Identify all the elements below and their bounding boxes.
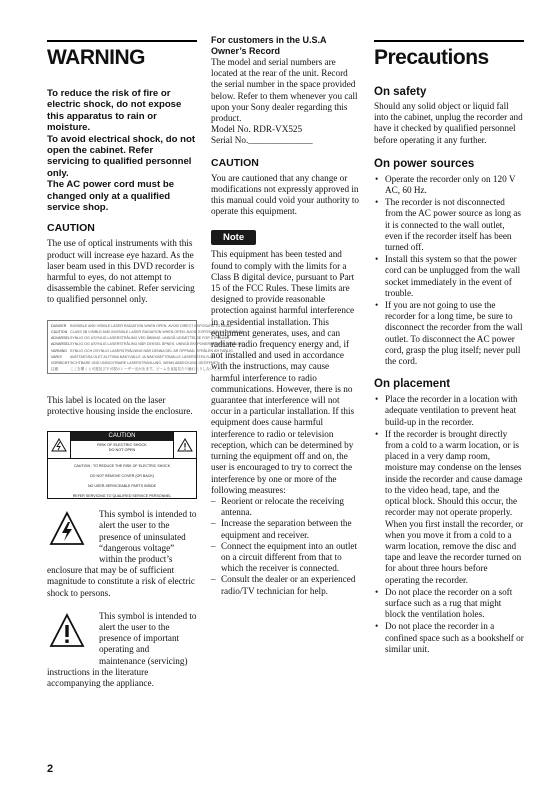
- list-item: – Increase the separation between the equipment and receiver.: [211, 518, 359, 540]
- power-list: [374, 174, 524, 367]
- label-row-word: ADVARSEL: [51, 342, 70, 347]
- warning-column: [47, 40, 245, 689]
- label-row: [51, 348, 234, 354]
- list-item: • If you are not going to use the recorder for a long time, be sure to disconnect the recorder from the wall outlet. To disconnect the AC power cord, grasp the plug itself; never pull the cord.: [374, 300, 524, 367]
- owners-record-text: The model and serial numbers are located at the rear of the unit. Record the serial number in the space provided below. Refer to them whenever you call upon your Sony dealer regarding this product.: [211, 57, 358, 124]
- note-text: This equipment has been tested and found to comply with the limits for a Class B digital device, pursuant to Part 15 of the FCC Rules. These limits are designed to provide reasonable protection against harmful interference in a residential installation. This equipment generates, uses, and can radiate radio frequency energy and, if not installed and used in accordance with the instructions, may cause harmful interference to radio communications. However, there is no guarantee that interference will not occur in a particular installation. If this equipment does cause harmful interference to radio or television reception, which can be determined by turning the equipment off and on, the user is encouraged to try to correct the interference by one or more of the following measures:: [211, 249, 355, 495]
- caution-heading: CAUTION: [47, 222, 95, 235]
- label-row-text: SYNLIG OG USYNLIG LASERSTRÅLING VED ÅBNING. UNDGÅ UDSÆTTELSE FOR STRÅLING.: [70, 336, 230, 341]
- label-row-text: AVATTAESSA OLET ALTTIINA NÄKYVÄLLE JA NÄKYMÄTTÖMÄLLE LASERSÄTEILYLLE.: [70, 354, 216, 359]
- safety-heading: On safety: [374, 86, 427, 98]
- model-number: Model No. RDR-VX525: [211, 124, 303, 135]
- precautions-column: [374, 40, 524, 656]
- label-row: [51, 354, 216, 360]
- caution-box-sub2: DO NOT OPEN: [108, 448, 136, 453]
- exclamation-symbol-text-cont: instructions in the literature accompanying the appliance.: [47, 666, 154, 688]
- list-item: • If the recorder is brought directly from a cold to a warm location, or is placed in a very damp room, moisture may condense on the lenses inside the recorder and cause damage to the video head, tape, and the optical block. Should this occur, the recorder may not operate properly. When you first install the recorder, or when you move it from a cold to a warm location, remove the disc and tape and leave the recorder turned on for about three hours before operating the recorder.: [374, 429, 524, 586]
- precautions-title: Precautions: [374, 46, 489, 69]
- exclamation-symbol-text: This symbol is intended to alert the user to the presence of important operating and maintenance (servicing): [99, 610, 197, 666]
- label-row-word: VARO!: [51, 354, 62, 359]
- note-label: Note: [211, 230, 256, 245]
- label-row-word: ADVARSEL: [51, 336, 70, 341]
- voltage-symbol-text: This symbol is intended to alert the user to the presence of uninsulated “dangerous voltage” within the product’s: [99, 509, 197, 564]
- caution-box-line-2: DO NOT REMOVE COVER (OR BACK): [90, 474, 154, 479]
- label-row-text: INVISIBLE AND VISIBLE LASER RADIATION WHEN OPEN. AVOID DIRECT EXPOSURE TO BEAM: [70, 323, 232, 328]
- label-row-word: 注意: [51, 367, 59, 372]
- list-item: • Install this system so that the power cord can be unplugged from the wall socket immediately in the event of trouble.: [374, 254, 524, 299]
- warning-para-1: To reduce the risk of fire or electric shock, do not expose this apparatus to rain or moisture.: [47, 88, 182, 134]
- exclamation-symbol-icon: [49, 613, 85, 649]
- caution-text: The use of optical instruments with this product will increase eye hazard. As the laser beam used in this DVD recorder is harmful to eyes, do not attempt to disassemble the cabinet. Refer servicing to qualified personnel only.: [47, 238, 195, 305]
- list-item: – Consult the dealer or an experienced radio/TV technician for help.: [211, 574, 359, 596]
- caution-box-line-1: CAUTION : TO REDUCE THE RISK OF ELECTRIC SHOCK: [73, 464, 171, 469]
- precautions-rule: [374, 40, 524, 42]
- caution-2-text: You are cautioned that any change or modifications not expressly approved in this manual could void your authority to operate this equipment.: [211, 172, 360, 217]
- list-item: • Do not place the recorder on a soft surface such as a rug that might block the ventilation holes.: [374, 587, 524, 621]
- label-row-word: VARNING: [51, 348, 68, 353]
- list-item: • Place the recorder in a location with adequate ventilation to prevent heat build-up in the recorder.: [374, 394, 524, 428]
- lightning-symbol-icon: [49, 511, 85, 547]
- safety-text: Should any solid object or liquid fall into the cabinet, unplug the recorder and have it checked by qualified personnel before operating it any further.: [374, 101, 523, 145]
- label-caption: This label is located on the laser protective housing inside the enclosure.: [47, 394, 193, 416]
- label-row: [51, 336, 230, 341]
- label-row-text: SYNLIG OCH OSYNLIG LASERSTRÅLNING NÄR DENNA DEL ÄR ÖPPNAD. STRÅLEN ÄR FARLIG.: [70, 348, 234, 353]
- caution-box-line-4: REFER SERVICING TO QUALIFIED SERVICE PERSONNEL: [72, 494, 172, 499]
- label-row-word: VORSICHT: [51, 360, 70, 365]
- label-row: [51, 342, 244, 347]
- label-row: [51, 329, 245, 335]
- note-badge: [211, 227, 359, 245]
- list-item: • Operate the recorder only on 120 V AC, 60 Hz.: [374, 174, 524, 196]
- list-item: • Do not place the recorder in a confined space such as a bookshelf or similar unit.: [374, 621, 524, 655]
- warning-para-2: To avoid electrical shock, do not open the cabinet. Refer servicing to qualified personnel only.: [47, 133, 196, 179]
- caution-box-title: CAUTION: [71, 432, 173, 441]
- serial-number: Serial No.______________: [211, 135, 313, 146]
- placement-list: [374, 394, 524, 655]
- top-rule: [47, 40, 197, 42]
- list-item: – Reorient or relocate the receiving antenna.: [211, 496, 359, 518]
- list-item: • The recorder is not disconnected from the AC power source as long as it is connected to the wall outlet, even if the recorder itself has been turned off.: [374, 197, 524, 253]
- fcc-column: [211, 35, 359, 597]
- measures-list: [211, 496, 359, 597]
- owners-record-heading: For customers in the U.S.A: [211, 35, 327, 45]
- label-row-text: ここを開くと可視及び不可視のレーザー光が出ます。ビームを直接見たり触れたりしないこと。: [70, 367, 225, 372]
- caution-box-sub1: RISK OF ELECTRIC SHOCK: [97, 443, 147, 448]
- placement-heading: On placement: [374, 378, 451, 391]
- label-row-word: DANGER: [51, 323, 67, 328]
- page-number: 2: [47, 763, 54, 775]
- label-row: [51, 367, 225, 372]
- caution-shock-box: [47, 431, 197, 499]
- label-row-word: CAUTION: [51, 329, 68, 334]
- voltage-symbol-text-cont: enclosure that may be of sufficient magnitude to constitute a risk of electric shock to persons.: [47, 565, 195, 598]
- label-row: [51, 360, 219, 366]
- label-row: [51, 323, 232, 329]
- exclamation-symbol-block: [47, 611, 197, 689]
- warning-para-3: The AC power cord must be changed only at a qualified service shop.: [47, 179, 175, 214]
- lightning-triangle-icon: [48, 432, 70, 458]
- caution-2-heading: CAUTION: [211, 156, 259, 169]
- label-row-text: SICHTBARE UND UNSICHTBARE LASERSTRAHLUNG, WENN ABDECKUNG GEÖFFNET.: [70, 360, 219, 365]
- voltage-symbol-block: [47, 509, 197, 599]
- power-heading: On power sources: [374, 157, 475, 170]
- exclamation-triangle-icon: [174, 432, 196, 458]
- warning-title: WARNING: [47, 46, 145, 69]
- caution-box-line-3: NO USER-SERVICEABLE PARTS INSIDE: [87, 484, 157, 489]
- label-row-text: SYNLIG OG USYNLIG LASERSTRÅLING NÅR DEKSEL ÅPNES. UNNGÅ EKSPONERING FOR STRÅLEN.: [70, 342, 244, 347]
- owners-record-heading-2: Owner’s Record: [211, 46, 281, 56]
- list-item: – Connect the equipment into an outlet on a circuit different from that to which the receiver is connected.: [211, 541, 359, 575]
- label-row-text: CLASS 3B VISIBLE AND INVISIBLE LASER RADIATION WHEN OPEN. AVOID EXPOSURE TO THE BEAM.: [70, 329, 245, 334]
- laser-warning-label: [47, 320, 245, 374]
